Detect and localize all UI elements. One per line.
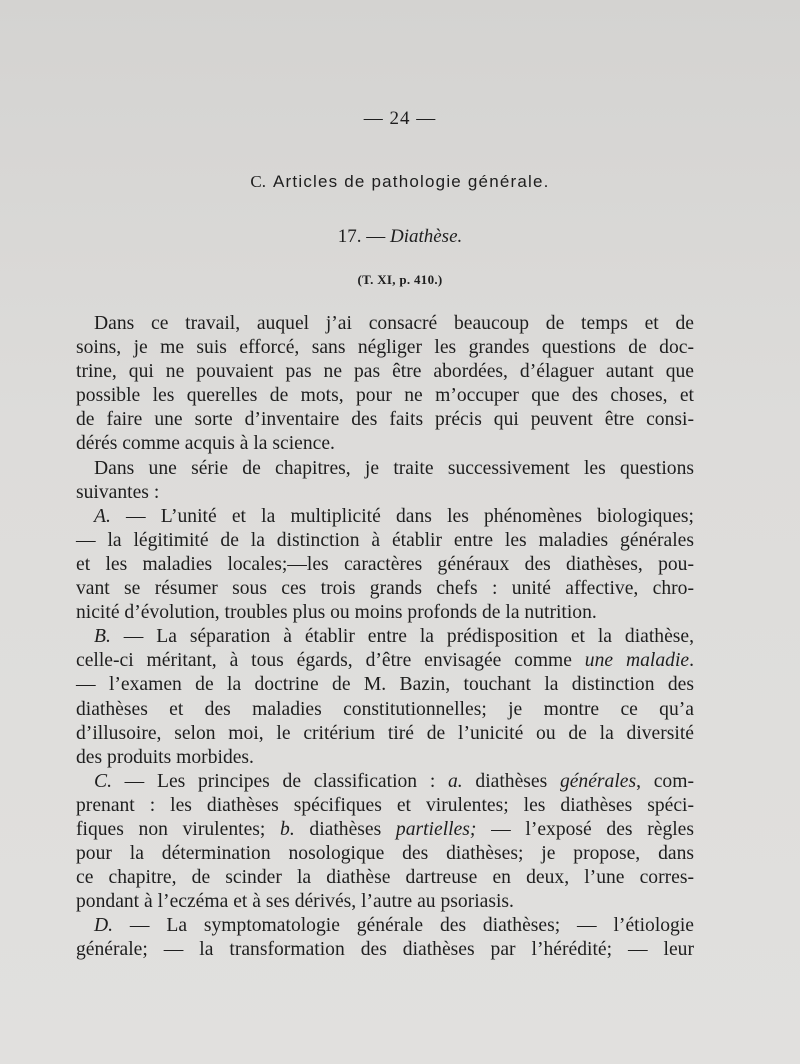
text-run: et les maladies locales;—les caractères généraux des diathèses, pou- (76, 553, 694, 575)
text-line (76, 842, 694, 866)
text-run: ce chapitre, de scinder la diathèse dartreuse en deux, l’une corres- (76, 867, 694, 889)
text-line (76, 770, 694, 794)
text-run: trine, qui ne pouvaient pas ne pas être abordées, d’élaguer autant que (76, 361, 694, 383)
text-line (76, 794, 694, 818)
page-number: — 24 — (363, 108, 437, 129)
section-letter: C. (250, 172, 267, 191)
text-line (76, 914, 694, 938)
italic-text: D. (94, 915, 114, 937)
text-run: — L’unité et la multiplicité dans les phénomènes biologiques; (110, 505, 694, 527)
text-run: diathèses (462, 770, 560, 792)
text-run: fiques non virulentes; (76, 818, 281, 840)
text-run: générale; — la transformation des diathèses par l’hérédité; — leur (76, 939, 694, 961)
text-run: — La séparation à établir entre la prédisposition et la diathèse, (110, 626, 694, 648)
text-line (76, 673, 694, 697)
text-line (76, 577, 694, 601)
text-line (76, 408, 694, 432)
text-run: nicité d’évolution, troubles plus ou moins profonds de la nutrition. (76, 602, 597, 624)
text-run: pour la détermination nosologique des diathèses; je propose, dans (76, 843, 694, 865)
text-run: diathèses et des maladies constitutionnelles; je montre ce qu’a (76, 698, 694, 720)
text-line (76, 649, 694, 673)
text-line (76, 360, 694, 384)
text-run: de faire une sorte d’inventaire des faits précis qui peuvent être consi- (76, 409, 694, 431)
text-line (76, 312, 694, 336)
italic-text: générales (559, 770, 637, 792)
text-line (76, 601, 694, 625)
section-title: Articles de pathologie générale. (273, 172, 550, 191)
text-run: — Les principes de classification : (111, 770, 448, 792)
article-number: 17. — (337, 226, 386, 247)
text-run: dérés comme acquis à la science. (76, 433, 335, 455)
text-line (76, 866, 694, 890)
text-run: possible les querelles de mots, pour ne m’occuper que des choses, et (76, 385, 694, 407)
text-run: , com- (636, 770, 694, 792)
text-line (76, 529, 694, 553)
text-run: des produits morbides. (76, 746, 254, 768)
text-run: vant se résumer sous ces trois grands chefs : unité affective, chro- (76, 578, 694, 600)
text-line (76, 457, 694, 481)
text-line (76, 481, 694, 505)
italic-text: B. (94, 626, 111, 648)
text-line (76, 625, 694, 649)
italic-text: a. (447, 770, 463, 792)
text-run: soins, je me suis efforcé, sans négliger les grandes questions de doc- (76, 337, 694, 359)
text-line (76, 384, 694, 408)
volume-reference: (T. XI, p. 410.) (357, 272, 443, 287)
text-run: prenant : les diathèses spécifiques et virulentes; les diathèses spéci- (76, 794, 694, 816)
text-run: Dans une série de chapitres, je traite successivement les questions (94, 457, 694, 479)
text-run: — l’exposé des règles (476, 818, 695, 840)
section-heading (0, 172, 800, 192)
text-line (76, 432, 694, 456)
text-line (76, 722, 694, 746)
text-line (76, 336, 694, 360)
text-run: — La symptomatologie générale des diathèses; — l’étiologie (113, 915, 694, 937)
text-line (76, 938, 694, 962)
text-run: pondant à l’eczéma et à ses dérivés, l’autre au psoriasis. (76, 891, 514, 913)
text-line (76, 505, 694, 529)
text-run: diathèses (294, 818, 396, 840)
text-run: — la légitimité de la distinction à établir entre les maladies générales (76, 529, 694, 551)
text-run: celle-ci méritant, à tous égards, d’être envisagée comme (76, 650, 585, 672)
text-run: Dans ce travail, auquel j’ai consacré beaucoup de temps et de (94, 313, 694, 334)
italic-text: une maladie (584, 650, 690, 672)
italic-text: C. (94, 770, 112, 792)
text-line (76, 553, 694, 577)
text-run: d’illusoire, selon moi, le critérium tiré de l’unicité ou de la diversité (76, 722, 694, 744)
text-line (76, 890, 694, 914)
text-line (76, 818, 694, 842)
text-run: suivantes : (76, 481, 160, 503)
italic-text: partielles; (395, 818, 477, 840)
italic-text: b. (280, 818, 295, 840)
article-title (0, 226, 800, 248)
italic-text: A. (94, 505, 111, 527)
article-subject: Diathèse. (389, 226, 463, 247)
body-text (76, 312, 694, 963)
text-run: . (689, 650, 694, 672)
text-run: — l’examen de la doctrine de M. Bazin, touchant la distinction des (76, 674, 694, 696)
text-line (76, 746, 694, 770)
text-line (76, 698, 694, 722)
